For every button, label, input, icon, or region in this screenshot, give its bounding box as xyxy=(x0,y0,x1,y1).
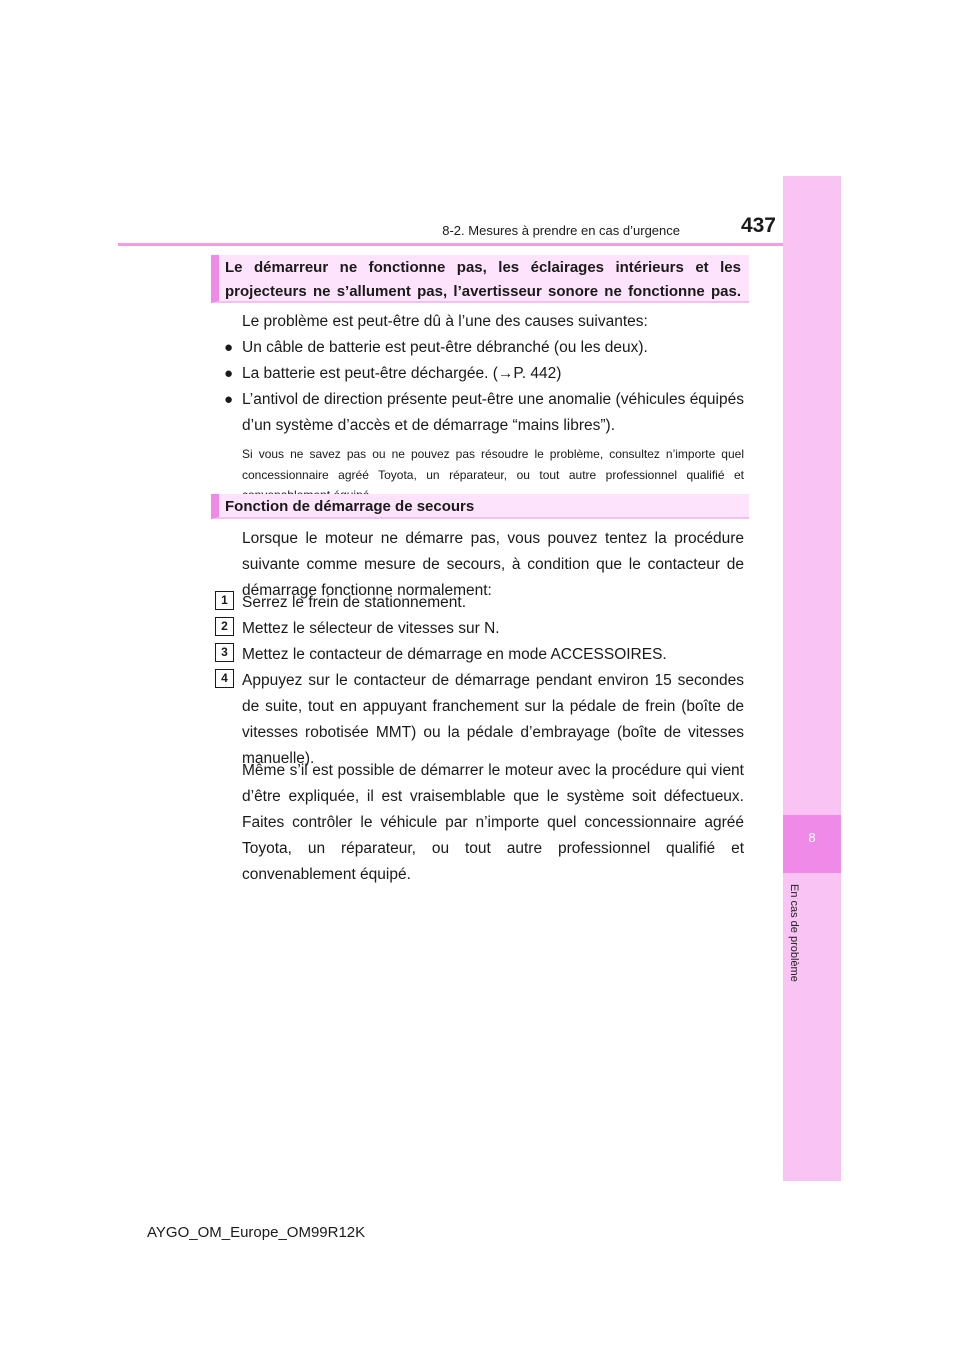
step-text: Mettez le contacteur de démarrage en mode ACCESSOIRES. xyxy=(242,646,667,663)
header-section-title: 8-2. Mesures à prendre en cas d’urgence xyxy=(442,223,680,238)
section1-note: Si vous ne savez pas ou ne pouvez pas résoudre le problème, consultez n’importe quel concessionnaire agréé Toyota, un réparateur, ou tout autre professionnel qualifié et xyxy=(242,447,744,482)
step-text: Serrez le frein de stationnement. xyxy=(242,594,467,611)
section2-closing: Même s’il est possible de démarrer le moteur avec la procédure qui vient d’être expliquée, il est vraisemblable que le système soit défectueux. Faites contrôler le véhicule par n’importe quel concessionnaire agréé Toyota, un réparateur, ou tout autre professionnel qualifié et convenablement équipé. xyxy=(242,762,744,883)
section-title-emergency-start: Fonction de démarrage de secours xyxy=(211,494,749,519)
list-item xyxy=(224,335,744,361)
step-item xyxy=(215,590,744,616)
step-number: 1 xyxy=(215,591,234,610)
section1-intro: Le problème est peut-être dû à l’une des causes suivantes: xyxy=(242,313,648,330)
list-item xyxy=(224,387,744,439)
document-code: AYGO_OM_Europe_OM99R12K xyxy=(147,1224,366,1241)
bullet-text: La batterie est peut-être déchargée. (→P. 442) xyxy=(242,365,562,382)
bullet-icon: ● xyxy=(224,391,234,408)
section-title-starter-failure: Le démarreur ne fonctionne pas, les éclairages intérieurs et les projecteurs ne s’allument pas, l’avertisseur sonore ne fonctionne pas. xyxy=(211,255,749,303)
step-item xyxy=(215,668,744,772)
chapter-side-tab xyxy=(783,176,841,1181)
list-item xyxy=(224,361,744,387)
page-number: 437 xyxy=(740,214,776,237)
chapter-number: 8 xyxy=(808,830,816,845)
step-text: Mettez le sélecteur de vitesses sur N. xyxy=(242,620,500,637)
step-item xyxy=(215,616,744,642)
step-number: 3 xyxy=(215,643,234,662)
step-number: 2 xyxy=(215,617,234,636)
chapter-label: En cas de problème xyxy=(788,884,800,982)
step-text: Appuyez sur le contacteur de démarrage pendant environ 15 secondes de suite, tout en appuyant franchement sur la pédale de frein (boîte de vitesses robotisée MMT) ou la pédale d’embrayage (boîte de vitesses manuelle). xyxy=(242,672,744,767)
step-number: 4 xyxy=(215,669,234,688)
section2-intro: Lorsque le moteur ne démarre pas, vous pouvez tentez la procédure suivante comme mesure de secours, à condition que le contacteur de démarrage fonctionne normalement: xyxy=(242,530,744,599)
bullet-text: Un câble de batterie est peut-être débranché (ou les deux). xyxy=(242,339,648,356)
header-divider xyxy=(118,243,783,246)
bullet-text: L’antivol de direction présente peut-être une anomalie (véhicules équipés d’un système d’accès et de démarrage “mains libres”). xyxy=(242,391,744,434)
bullet-icon: ● xyxy=(224,339,234,356)
step-item xyxy=(215,642,744,668)
bullet-icon: ● xyxy=(224,365,234,382)
